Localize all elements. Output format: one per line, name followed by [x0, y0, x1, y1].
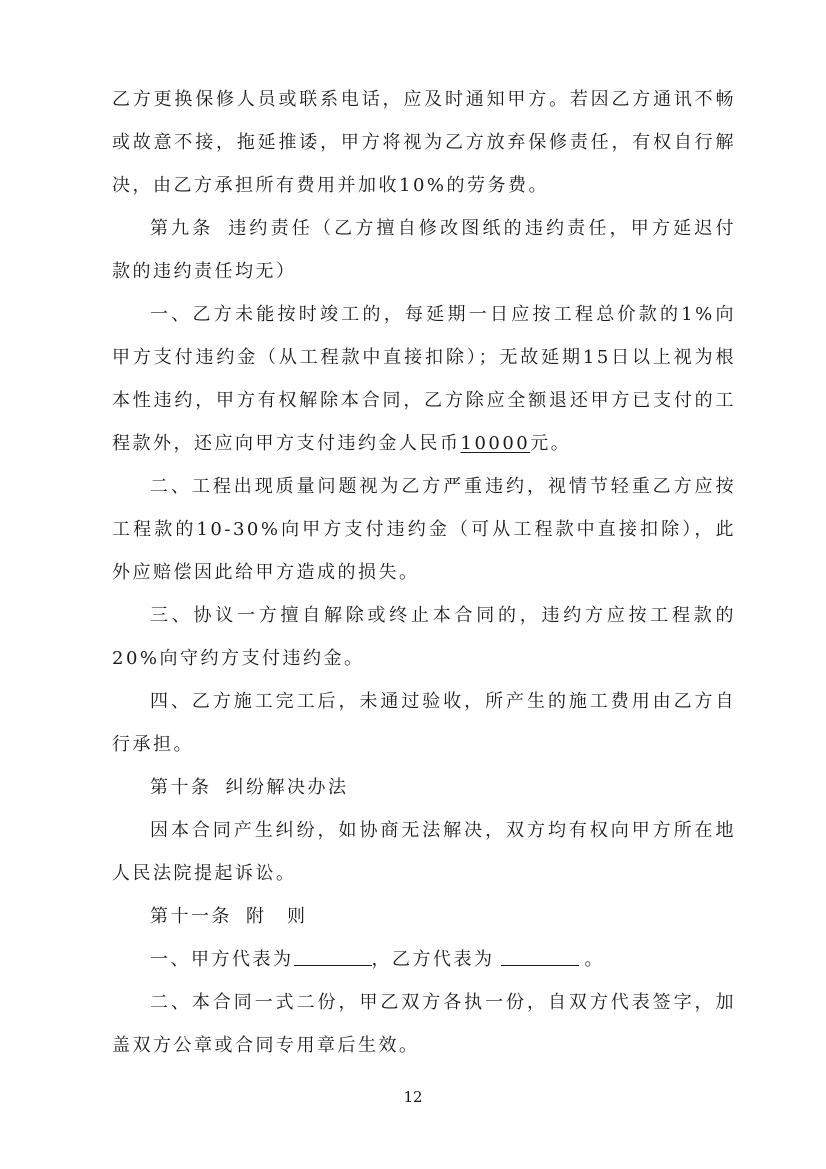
party-a-rep-blank: [294, 947, 372, 966]
article-9-item-3: 三、协议一方擅自解除或终止本合同的，违约方应按工程款的20%向守约方支付违约金。: [112, 605, 736, 669]
item-1-text: 一、乙方未能按时竣工的，每延期一日应按工程总价款的1%向甲方支付违约金（从工程款中直接扣除）；无故延期15日以上视为根本性违约，甲方有权解除本合同，乙方除应全额退还甲方已支付的工程款外，还应向甲方支付违约金人民币: [112, 304, 736, 454]
article-11-heading: [112, 895, 736, 938]
article-9-item-2: 二、工程出现质量问题视为乙方严重违约，视情节轻重乙方应按工程款的10-30%向甲方支付违约金（可从工程款中直接扣除），此外应赔偿因此给甲方造成的损失。: [112, 476, 736, 583]
party-b-rep-blank: [501, 947, 579, 966]
article-11-number: 第十一条: [150, 906, 232, 927]
copies-clause: 二、本合同一式二份，甲乙双方各执一份，自双方代表签字，加盖双方公章或合同专用章后生效。: [112, 992, 736, 1056]
item-1-suffix: 元。: [530, 433, 572, 454]
body-text: [112, 78, 736, 1067]
penalty-amount: 10000: [460, 433, 531, 454]
rep-line-end: 。: [584, 949, 605, 970]
article-10-heading: [112, 766, 736, 809]
article-9-item-1: [112, 293, 736, 465]
party-a-rep-label: 一、甲方代表为: [150, 949, 294, 970]
article-9-item-4: 四、乙方施工完工后，未通过验收，所产生的施工费用由乙方自行承担。: [112, 691, 736, 755]
article-10-number: 第十条: [150, 777, 212, 798]
article-9-title: 违约责任（乙方擅自修改图纸的违约责任，甲方延迟付款的违约责任均无）: [112, 218, 737, 282]
party-b-rep-label: ，乙方代表为: [371, 949, 495, 970]
article-10-title: 纠纷解决办法: [225, 777, 349, 798]
representatives-line: [112, 938, 736, 981]
article-11-title: 附 则: [246, 906, 308, 927]
article-9-number: 第九条: [150, 218, 214, 239]
article-9-heading: [112, 207, 736, 293]
paragraph-warranty-contact: 乙方更换保修人员或联系电话，应及时通知甲方。若因乙方通讯不畅或故意不接，拖延推诿，甲方将视为乙方放弃保修责任，有权自行解决，由乙方承担所有费用并加收10%的劳务费。: [112, 89, 736, 196]
page-number: 12: [403, 1088, 423, 1106]
article-10-text: 因本合同产生纠纷，如协商无法解决，双方均有权向甲方所在地人民法院提起诉讼。: [112, 820, 736, 884]
